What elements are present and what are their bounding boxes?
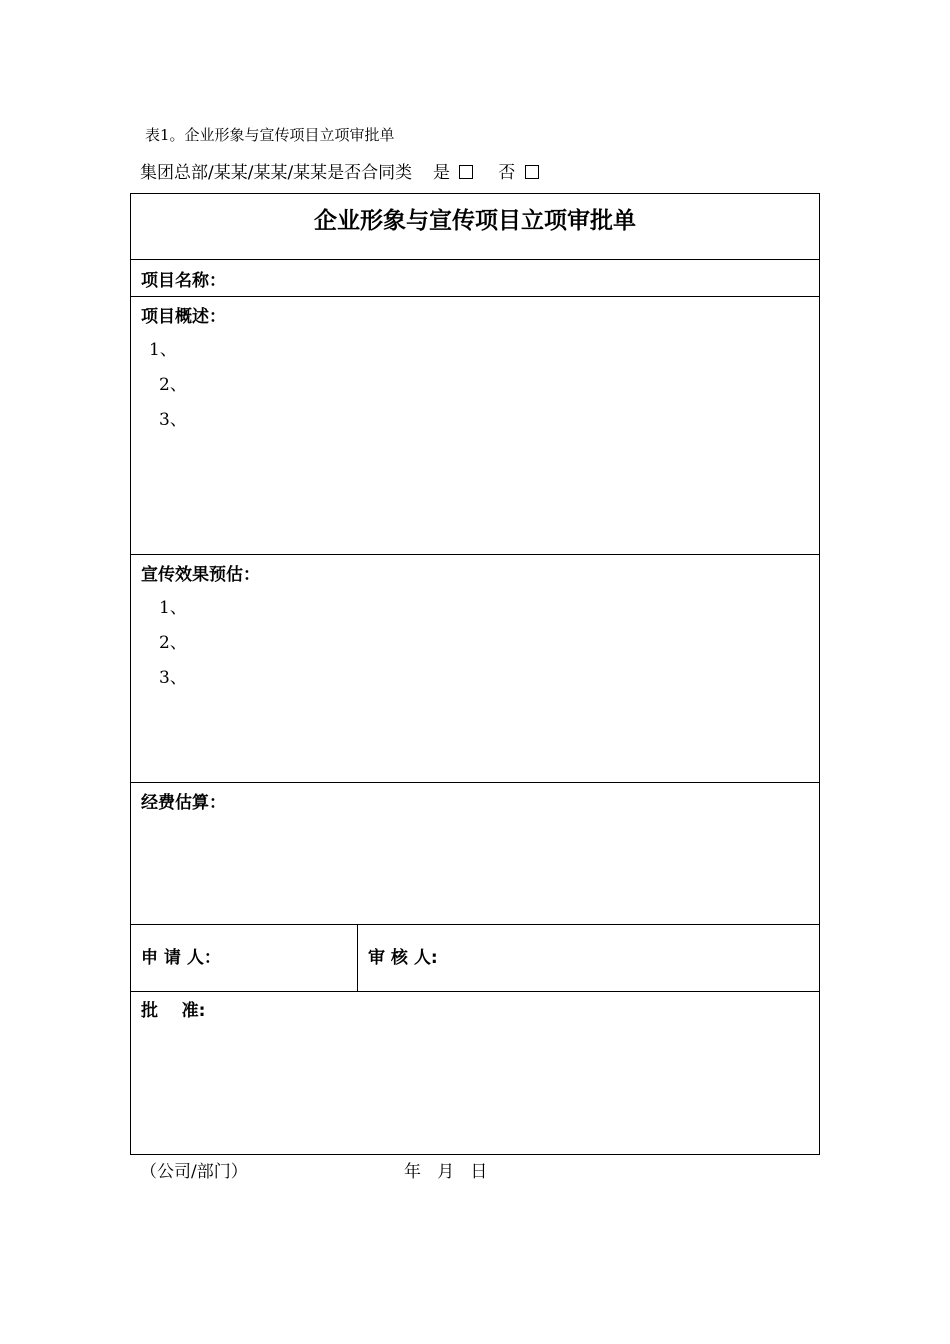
no-label: 否: [498, 163, 516, 183]
budget-label: 经费估算：: [141, 793, 226, 813]
project-overview-label: 项目概述：: [141, 307, 226, 327]
effect-estimate-label: 宣传效果预估：: [141, 565, 260, 585]
approval-label: 批 准:: [141, 1001, 206, 1021]
effect-item-1: 1、: [159, 598, 187, 618]
reviewer-label: 审 核 人:: [368, 948, 438, 968]
overview-item-1: 1、: [149, 340, 177, 360]
budget-row[interactable]: [131, 783, 819, 925]
company-department-note: （公司/部门）: [140, 1162, 248, 1182]
contract-type-line: [140, 158, 543, 183]
effect-estimate-row[interactable]: [131, 555, 819, 783]
org-path: 集团总部/某某/某某/某某: [140, 163, 328, 183]
contract-question: 是否合同类: [327, 163, 413, 183]
approval-form: [130, 193, 820, 1155]
applicant-label: 申 请 人：: [141, 948, 221, 968]
signature-row: [131, 925, 819, 992]
project-name-label: 项目名称：: [141, 271, 226, 291]
overview-item-2: 2、: [159, 375, 187, 395]
project-overview-row[interactable]: [131, 297, 819, 555]
project-name-row[interactable]: [131, 260, 819, 297]
date-line: 年 月 日: [404, 1162, 488, 1182]
signature-divider: [357, 925, 358, 991]
effect-item-3: 3、: [159, 668, 187, 688]
overview-item-3: 3、: [159, 410, 187, 430]
approval-row[interactable]: [131, 992, 819, 1154]
yes-checkbox[interactable]: [459, 165, 473, 179]
form-title-row: [131, 194, 819, 260]
yes-label: 是: [433, 163, 450, 183]
table-caption: 表1。企业形象与宣传项目立项审批单: [145, 126, 395, 144]
form-title: 企业形象与宣传项目立项审批单: [314, 208, 636, 234]
no-checkbox[interactable]: [525, 165, 539, 179]
effect-item-2: 2、: [159, 633, 187, 653]
